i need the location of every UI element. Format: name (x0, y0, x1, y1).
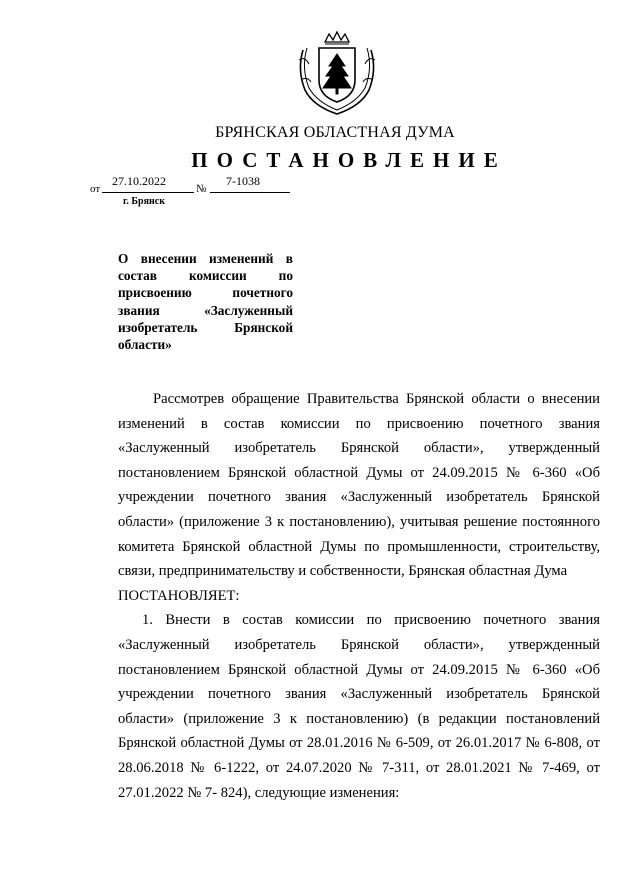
document-date: 27.10.2022 (112, 174, 166, 188)
date-underline (102, 192, 194, 193)
city: г. Брянск (123, 196, 165, 207)
coat-of-arms-icon (295, 30, 379, 116)
number-prefix: № (196, 183, 207, 195)
organization-name: БРЯНСКАЯ ОБЛАСТНАЯ ДУМА (215, 124, 455, 141)
preamble-paragraph: Рассмотрев обращение Правительства Брянской области о внесении изменений в состав комиссии по присвоению почетного звания «Заслуженный изобретатель Брянской области», утвержденный постановлением Брянской областной Думы от 24.09.2015 № 6-360 «Об учреждении почетного звания «Заслуженный изобретатель Брянской области» (приложение 3 к постановлению), учитывая решение постоянного комитета Брянской областной Думы по промышленности, строительству, связи, предпринимательству и собственности, Брянская областная Дума (118, 391, 600, 580)
item-1-paragraph: 1. Внести в состав комиссии по присвоению почетного звания «Заслуженный изобретатель Брянской области», утвержденный постановлением Брянской областной Думы от 24.09.2015 № 6-360 «Об учреждении почетного звания «Заслуженный изобретатель Брянской области» (приложение 3 к постановлению) (в редакции постановлений Брянской областной Думы от 28.01.2016 № 6-509, от 26.01.2017 № 6-808, от 28.06.2018 № 6-1222, от 24.07.2020 № 7-311, от 28.01.2021 № 7-469, от 27.01.2022 № 7- 824), следующие изменения: (118, 612, 600, 801)
resolves-heading: ПОСТАНОВЛЯЕТ: (118, 587, 240, 604)
document-number: 7-1038 (226, 174, 260, 188)
document-type: ПОСТАНОВЛЕНИЕ (191, 148, 507, 172)
date-prefix: от (90, 183, 101, 195)
document-title: О внесении изменений в состав комиссии по присвоению почетного звания «Заслуженный изобретатель Брянской области» (118, 251, 293, 353)
document-body (118, 387, 600, 805)
number-underline (210, 192, 290, 193)
